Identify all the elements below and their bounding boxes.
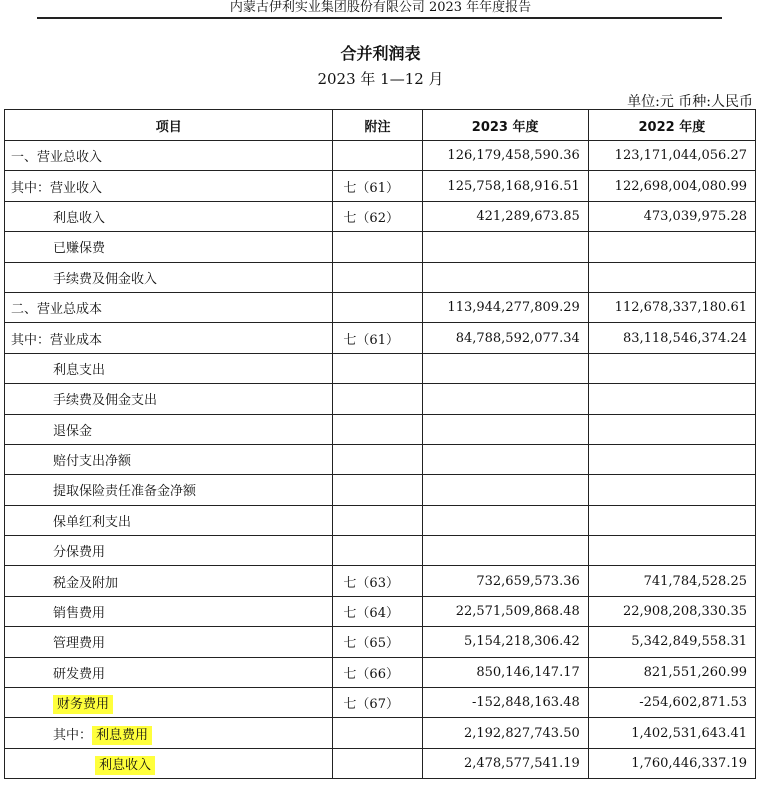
row-value-2023: 421,289,673.85 <box>422 201 588 231</box>
row-note: 七（63） <box>333 566 422 596</box>
row-note <box>333 141 422 171</box>
row-value-2022: 1,402,531,643.41 <box>588 718 755 748</box>
row-value-2023 <box>422 262 588 292</box>
row-value-2022 <box>588 475 755 505</box>
row-item: 赔付支出净额 <box>5 444 333 474</box>
row-note: 七（67） <box>333 688 422 718</box>
row-note <box>333 536 422 566</box>
row-note: 七（61） <box>333 171 422 201</box>
table-row <box>5 475 756 505</box>
table-row <box>5 292 756 322</box>
row-value-2023: 125,758,168,916.51 <box>422 171 588 201</box>
row-note <box>333 292 422 322</box>
table-header-row <box>5 110 756 141</box>
row-note: 七（62） <box>333 201 422 231</box>
row-item: 二、营业总成本 <box>5 292 333 322</box>
highlighted-label: 利息收入 <box>95 756 155 775</box>
row-value-2022 <box>588 353 755 383</box>
row-item: 其中：营业收入 <box>5 171 333 201</box>
row-value-2022 <box>588 414 755 444</box>
row-item: 管理费用 <box>5 627 333 657</box>
table-row <box>5 566 756 596</box>
table-row <box>5 353 756 383</box>
row-value-2023: 850,146,147.17 <box>422 657 588 687</box>
row-value-2022: 22,908,208,330.35 <box>588 596 755 626</box>
row-value-2023 <box>422 232 588 262</box>
row-item: 保单红利支出 <box>5 505 333 535</box>
row-note <box>333 748 422 778</box>
row-value-2022 <box>588 384 755 414</box>
row-value-2022 <box>588 444 755 474</box>
row-value-2023 <box>422 444 588 474</box>
table-row <box>5 657 756 687</box>
row-value-2023: 22,571,509,868.48 <box>422 596 588 626</box>
table-row <box>5 201 756 231</box>
row-item: 一、营业总收入 <box>5 141 333 171</box>
currency-unit: 单位:元 币种:人民币 <box>627 94 753 110</box>
row-value-2022: 473,039,975.28 <box>588 201 755 231</box>
column-header-item: 项目 <box>5 110 333 141</box>
table-row <box>5 748 756 778</box>
table-row <box>5 141 756 171</box>
row-value-2022: 5,342,849,558.31 <box>588 627 755 657</box>
row-item: 利息收入 <box>5 201 333 231</box>
report-header <box>0 0 761 18</box>
row-item <box>5 748 333 778</box>
row-value-2022: 1,760,446,337.19 <box>588 748 755 778</box>
table-row <box>5 414 756 444</box>
row-item <box>5 718 333 748</box>
column-header-2022: 2022 年度 <box>588 110 755 141</box>
row-item: 退保金 <box>5 414 333 444</box>
row-value-2022: 122,698,004,080.99 <box>588 171 755 201</box>
row-value-2022: 821,551,260.99 <box>588 657 755 687</box>
row-value-2023 <box>422 384 588 414</box>
row-item: 手续费及佣金收入 <box>5 262 333 292</box>
row-note: 七（61） <box>333 323 422 353</box>
row-value-2023: 84,788,592,077.34 <box>422 323 588 353</box>
row-note <box>333 475 422 505</box>
row-item: 已赚保费 <box>5 232 333 262</box>
column-header-note: 附注 <box>333 110 422 141</box>
table-row <box>5 262 756 292</box>
table-row <box>5 688 756 718</box>
highlighted-label: 利息费用 <box>92 726 152 745</box>
row-value-2022: 741,784,528.25 <box>588 566 755 596</box>
table-row <box>5 536 756 566</box>
row-item: 销售费用 <box>5 596 333 626</box>
table-row <box>5 444 756 474</box>
highlighted-label: 财务费用 <box>53 695 113 714</box>
row-note <box>333 384 422 414</box>
table-row <box>5 323 756 353</box>
table-row <box>5 596 756 626</box>
row-value-2023 <box>422 475 588 505</box>
row-note: 七（64） <box>333 596 422 626</box>
row-value-2022 <box>588 505 755 535</box>
row-item-prefix: 其中： <box>53 727 93 743</box>
row-value-2023: 2,478,577,541.19 <box>422 748 588 778</box>
row-item <box>5 688 333 718</box>
table-row <box>5 505 756 535</box>
row-item: 分保费用 <box>5 536 333 566</box>
row-item: 其中：营业成本 <box>5 323 333 353</box>
row-note <box>333 505 422 535</box>
row-value-2022 <box>588 536 755 566</box>
row-item: 研发费用 <box>5 657 333 687</box>
row-value-2022: -254,602,871.53 <box>588 688 755 718</box>
row-item: 税金及附加 <box>5 566 333 596</box>
row-value-2023: 732,659,573.36 <box>422 566 588 596</box>
row-value-2023 <box>422 353 588 383</box>
income-statement-table <box>4 109 756 779</box>
row-value-2023: 2,192,827,743.50 <box>422 718 588 748</box>
row-value-2022: 112,678,337,180.61 <box>588 292 755 322</box>
row-value-2023: 5,154,218,306.42 <box>422 627 588 657</box>
table-row <box>5 384 756 414</box>
row-item: 手续费及佣金支出 <box>5 384 333 414</box>
header-divider <box>37 17 722 19</box>
statement-title: 合并利润表 <box>340 44 421 63</box>
row-note: 七（66） <box>333 657 422 687</box>
row-value-2023: 113,944,277,809.29 <box>422 292 588 322</box>
table-row <box>5 627 756 657</box>
row-value-2023: -152,848,163.48 <box>422 688 588 718</box>
row-item: 利息支出 <box>5 353 333 383</box>
row-value-2023 <box>422 505 588 535</box>
row-value-2023: 126,179,458,590.36 <box>422 141 588 171</box>
table-row <box>5 232 756 262</box>
row-note: 七（65） <box>333 627 422 657</box>
table-row <box>5 718 756 748</box>
row-note <box>333 414 422 444</box>
statement-period: 2023 年 1—12 月 <box>317 70 444 88</box>
row-value-2022 <box>588 262 755 292</box>
column-header-2023: 2023 年度 <box>422 110 588 141</box>
row-value-2022 <box>588 232 755 262</box>
row-value-2022: 123,171,044,056.27 <box>588 141 755 171</box>
row-note <box>333 718 422 748</box>
row-item: 提取保险责任准备金净额 <box>5 475 333 505</box>
row-note <box>333 262 422 292</box>
row-note <box>333 353 422 383</box>
row-value-2023 <box>422 536 588 566</box>
row-value-2023 <box>422 414 588 444</box>
table-row <box>5 171 756 201</box>
report-header-text: 内蒙古伊利实业集团股份有限公司 2023 年年度报告 <box>229 0 532 15</box>
row-note <box>333 444 422 474</box>
row-value-2022: 83,118,546,374.24 <box>588 323 755 353</box>
row-note <box>333 232 422 262</box>
